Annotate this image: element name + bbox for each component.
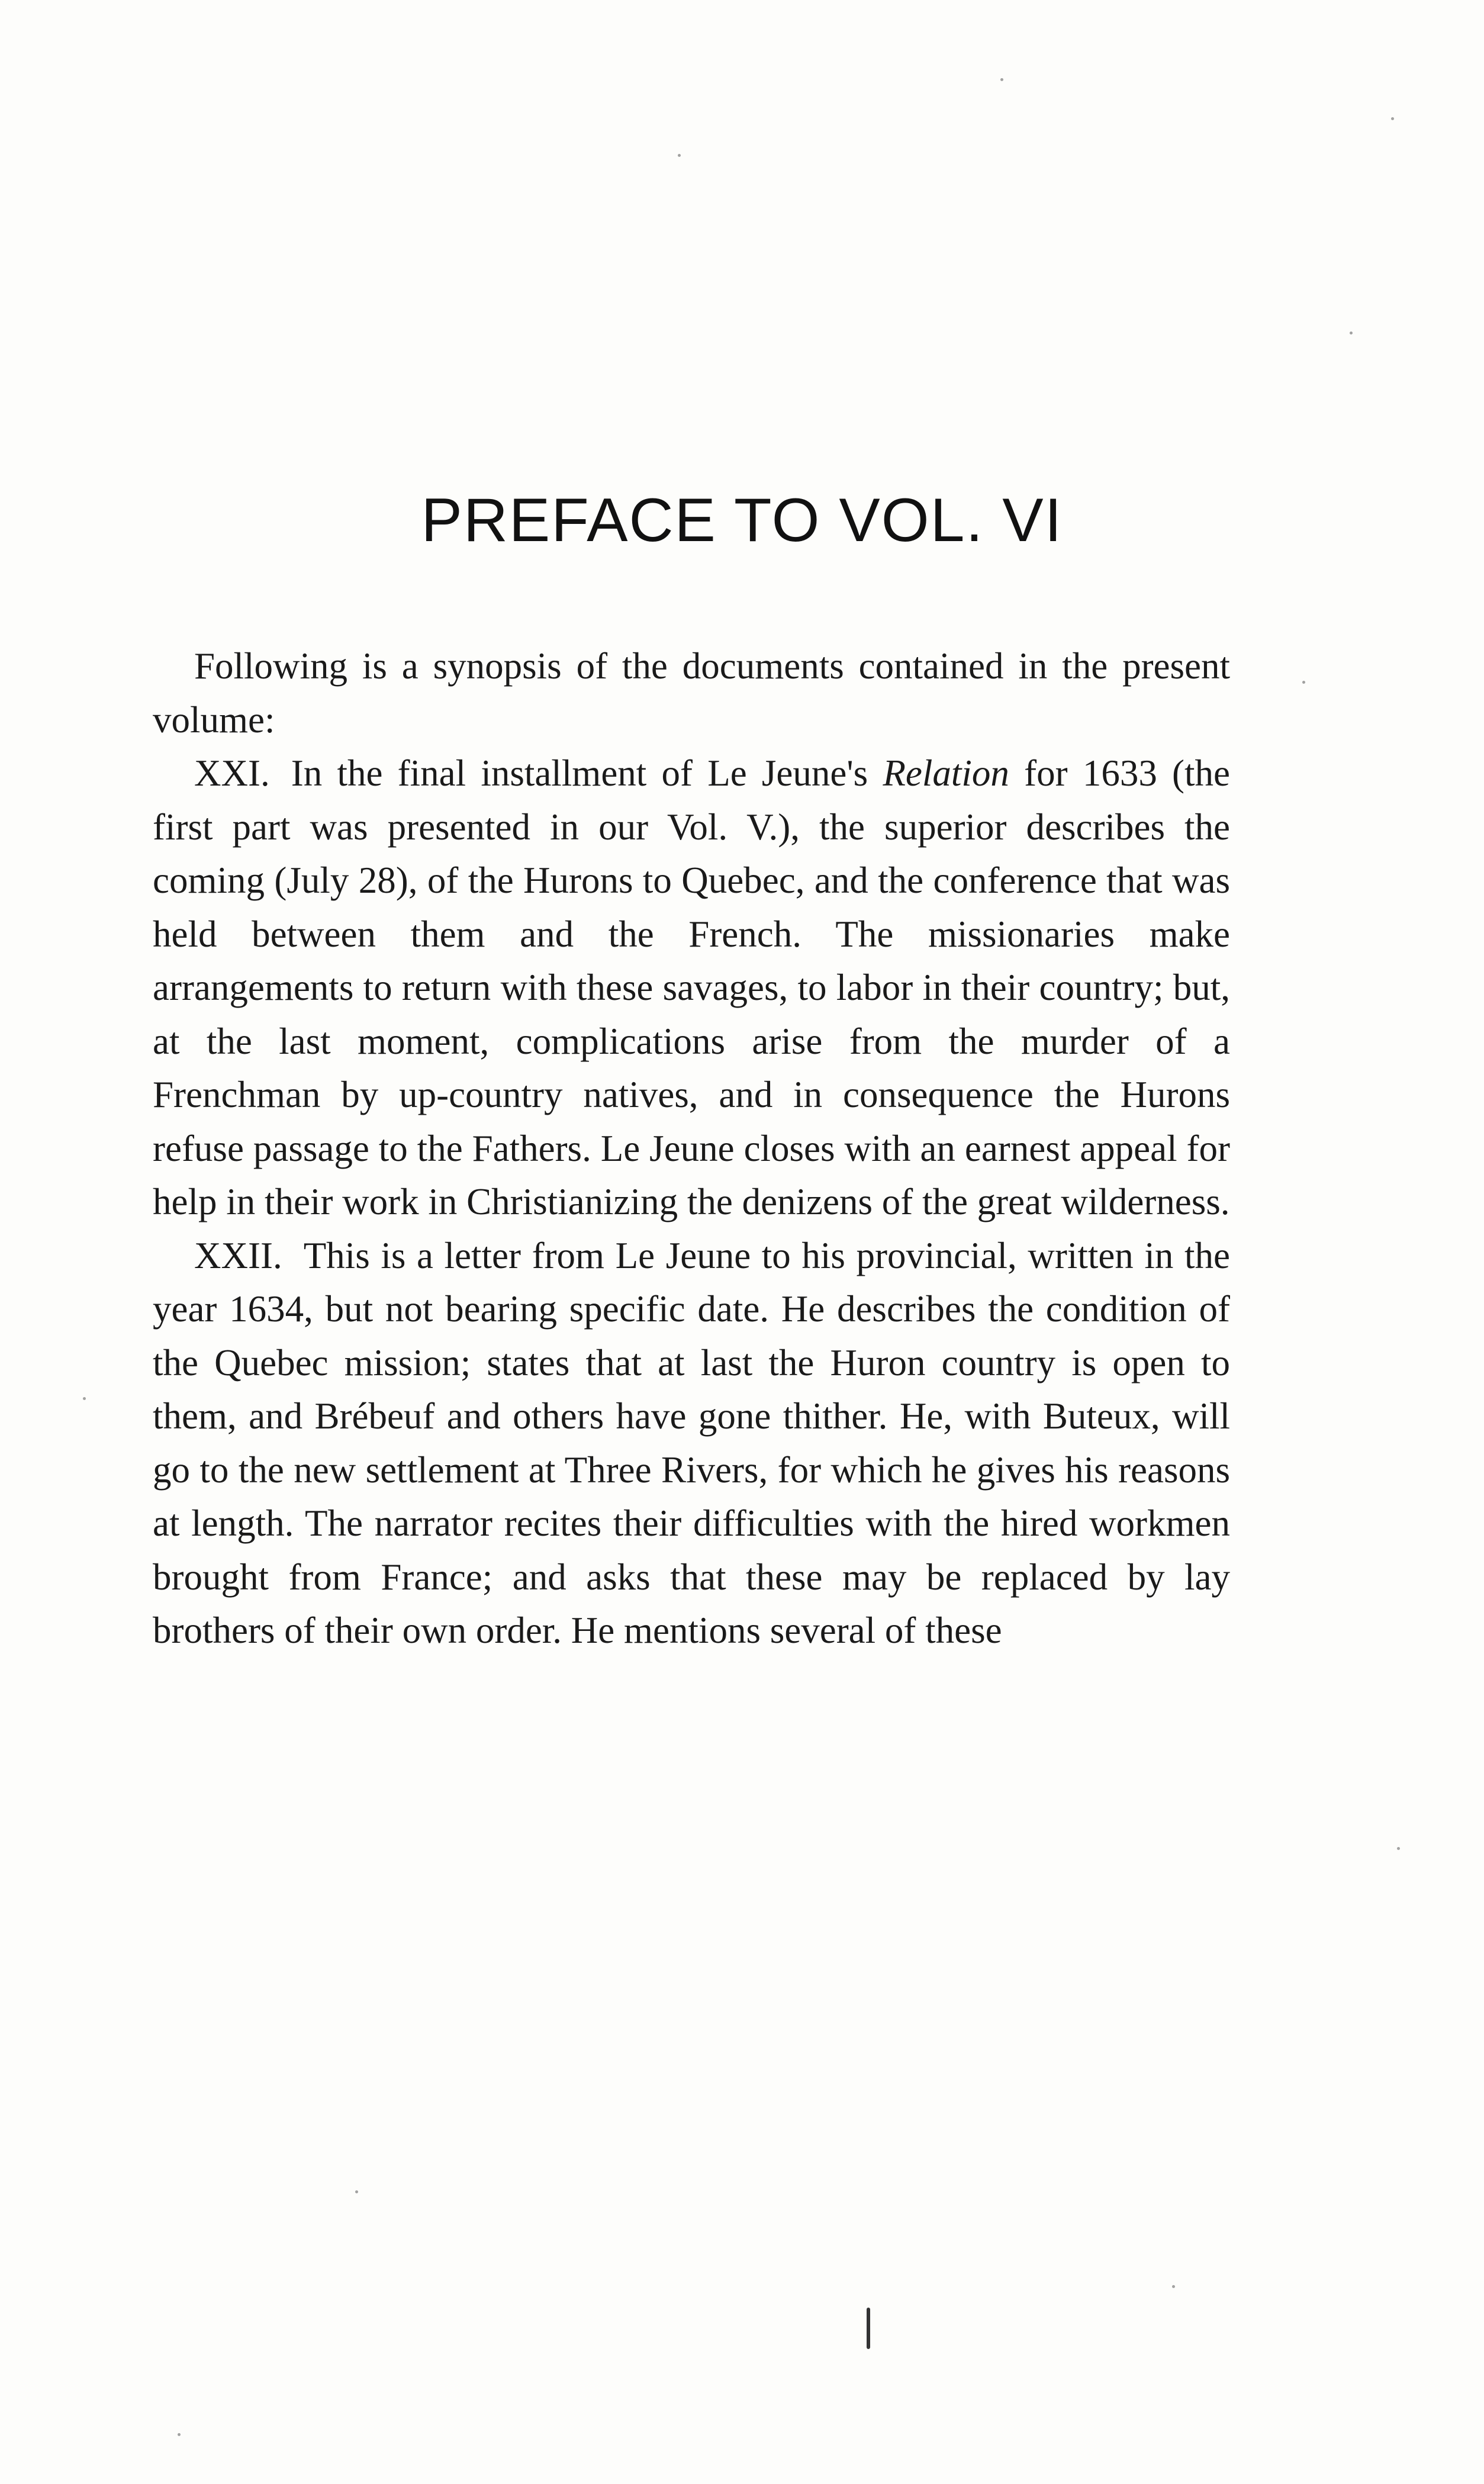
scan-speck [355, 2190, 358, 2193]
scan-speck [1302, 681, 1305, 684]
page-fold-mark [867, 2308, 870, 2349]
paragraph-xxi-number: XXI. [194, 752, 270, 794]
paragraph-xxii [153, 1229, 1230, 1658]
paragraph-xxi [153, 747, 1230, 1229]
scan-speck [1350, 332, 1353, 334]
intro-paragraph-text: Following is a synopsis of the documents contained in the present volume: [153, 645, 1230, 741]
scan-speck [678, 154, 681, 157]
scan-speck [1000, 78, 1003, 81]
scan-speck [1172, 2285, 1175, 2288]
paragraph-xxii-text: This is a letter from Le Jeune to his provincial, written in the year 1634, but not bearing specific date. He describes the condition of the Quebec mission; states that at last the Huron country is open to them, and Brébeuf and others have gone thither. He, with Buteux, will go to the new settlement at Three Rivers, for which he gives his reasons at length. The narrator recites their difficulties with the hired workmen brought from France; and asks that these may be replaced by lay brothers of their own order. He mentions several of these [153, 1234, 1230, 1651]
scan-speck [1391, 117, 1394, 120]
scan-speck [83, 1397, 86, 1400]
scan-speck [178, 2433, 181, 2436]
intro-paragraph [153, 639, 1230, 747]
page-title: PREFACE TO VOL. VI [421, 486, 1063, 555]
scan-speck [1397, 1847, 1400, 1850]
paragraph-xxi-text-rest: for 1633 (the first part was presented in our Vol. V.), the superior describes the coming (July 28), of the Hurons to Quebec, and the conference that was held between them and the French. The missionaries make arrangements to return with these savages, to labor in their country; but, at the last moment, complications arise from the murder of a Frenchman by up-country natives, and in consequence the Hurons refuse passage to the Fathers. Le Jeune closes with an earnest appeal for help in their work in Christianizing the denizens of the great wilderness. [153, 752, 1230, 1222]
paragraph-xxii-number: XXII. [194, 1234, 282, 1276]
paragraph-xxi-italic-title: Relation [883, 752, 1009, 794]
body-text [153, 639, 1230, 1658]
paragraph-xxi-text-start: In the final installment of Le Jeune's [291, 752, 883, 794]
